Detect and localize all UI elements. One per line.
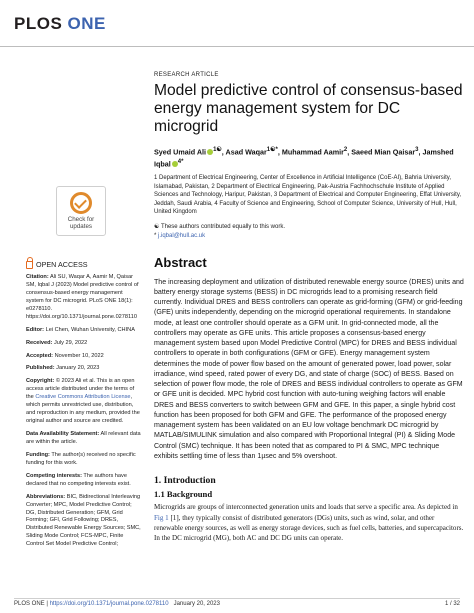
author-4-sup: 3 (415, 146, 419, 153)
citation-text: Ali SU, Waqar A, Aamir M, Qaisar SM, Iqbal J (2023) Model predictive control of consensus-based energy management system for DC microgrid. PLoS ONE 18(1): e0278110. https://doi.org/10.1371/journal.pone.0278110 (26, 274, 139, 320)
corresponding-email-note (154, 232, 464, 241)
introduction-text (154, 502, 464, 544)
abstract-text: The increasing deployment and utilization of distributed renewable energy source (DRES) units and battery energy storage systems (BESS) in DC microgrids lead to a promising research field currently. Individual DRES and BESS controllers can operate as grid-forming (GFM) or grid-feeding (GFE) units independently, depending on the microgrid operational requirements. In standalone mode, at least one controller should operate as a GFM unit. In grid-connected mode, all the controllers may operate as GFE units. This article proposes a consensus-based energy management system based upon Model Predictive Control (MPC) for DRES and BESS individual controllers to operate in both configurations (GFM or GFE). Energy management system determines the mode of power flow based on the amount of generated power, load power, solar irradiance, wind speed, rated power of every DG, and state of charge (SOC) of BESS. Based on selection of power flow mode, the role of DRES and BESS individual controllers to operate as GFM or GFE unit is decided. MPC hybrid cost function with auto-tuning weighing factors will enable DRES and BESS converters to switch between GFM and GFE. In this paper, a single hybrid cost function has been proposed for both GFM and GFE. The performance of the proposed energy management system has been validated on an EU low voltage benchmark DC microgrid by MATLAB/SIMULINK simulation and also compared with Proportional Integral (PI) & Sliding Mode Control (SMC) technique. It has been noted that as compared to PI & SMC, MPC technique exhibits settling time of less than 1µsec and 5% overshoot. (154, 278, 464, 460)
email-prefix: * (154, 232, 159, 239)
footer-journal: PLOS ONE (14, 601, 45, 607)
competing-interests-text: The authors have declared that no competing interests exist. (26, 472, 131, 487)
intro-text-end: [1], they typically consist of distributed generators (DGs) units, such as wind, solar, and other renewable energy sources, as well as energy storage devices, such as fuel cells, batteries, and supercapacitors. In the DC microgrid (MG), both AC and DC DG units can operate. (154, 513, 464, 543)
copyright-text: © 2023 Ali et al. This is an open access article distributed under the terms of the (26, 378, 135, 401)
editor-text: Lei Chen, Wuhan University, CHINA (45, 326, 135, 333)
background-heading: 1.1 Background (154, 489, 213, 500)
abbreviations-label: Abbreviations: (26, 493, 66, 500)
funding-block (26, 452, 141, 468)
copyright-label: Copyright: (26, 378, 55, 385)
logo-plos-text: PLOS (14, 14, 63, 33)
abbreviations-text: BIC, Bidirectional Interleaving Converter; MPC, Model Predictive Control; DG, Distributed Generation; GFM, Grid Forming; GFI, Grid Following; DRES, Distributed Renewable Energy Sources; SMC, Sliding Mode Control; FCS-MPC, Finite Control Set Model Predictive Control; (26, 493, 141, 548)
check-updates-icon (70, 192, 92, 214)
affiliations: 1 Department of Electrical Engineering, Center of Excellence in Artificial Intelligence (CoE-AI), Bahria University, Islamabad, Pakistan, 2 Department of Electrical Engineering, Pak-Austria Fachhochschule Institute of Applied Sciences and Technology, Haripur, Pakistan, 3 Department of Electrical and Computer Engineering, Effat University, Jeddah, Saudi Arabia, 4 Faculty of Science and Engineering, School of Computer Science, University of Hull, Hull, United Kingdom (154, 175, 462, 216)
data-availability-text: All relevant data are within the article. (26, 431, 141, 445)
funding-label: Funding: (26, 451, 50, 458)
check-for-updates-badge[interactable] (56, 186, 106, 236)
author-list (154, 146, 464, 170)
license-link[interactable]: Creative Commons Attribution License (35, 394, 131, 401)
author-2-sup: 1☯* (266, 146, 278, 153)
author-4[interactable]: , Saeed Mian Qaisar (347, 147, 416, 157)
page-number: 1 / 32 (444, 601, 460, 607)
received-date: July 29, 2022 (54, 339, 88, 346)
funding-text: The author(s) received no specific funding for this work. (26, 451, 136, 466)
journal-logo[interactable] (14, 14, 106, 34)
footer-doi-link[interactable]: https://doi.org/10.1371/journal.pone.0278110 (49, 601, 169, 607)
editor-block (26, 327, 141, 335)
data-availability-label: Data Availability Statement: (26, 431, 100, 437)
author-5[interactable]: , Jamshed Iqbal (154, 147, 454, 169)
logo-one-text: ONE (67, 14, 106, 33)
abstract-heading: Abstract (154, 254, 207, 270)
published-label: Published: (26, 365, 55, 372)
competing-interests-label: Competing interests: (26, 472, 82, 479)
received-label: Received: (26, 339, 53, 346)
intro-text-start: Microgrids are groups of interconnected generation units and loads that serve a specific area. As depicted in (154, 503, 458, 512)
author-1[interactable]: Syed Umaid Ali (154, 147, 207, 157)
open-access-label (26, 260, 141, 269)
editor-label: Editor: (26, 326, 45, 333)
data-availability-block (26, 431, 141, 447)
copyright-block (26, 378, 141, 426)
published-block (26, 365, 141, 373)
author-2[interactable]: , Asad Waqar (221, 147, 267, 157)
author-notes (154, 223, 464, 241)
citation-label: Citation: (26, 274, 49, 280)
check-updates-label: Check for updates (67, 215, 95, 230)
open-lock-icon (26, 261, 33, 269)
received-block (26, 340, 141, 348)
accepted-date: November 10, 2022 (54, 352, 104, 359)
introduction-heading: 1. Introduction (154, 475, 216, 487)
copyright-text-end: , which permits unrestricted use, distribution, and reproduction in any medium, provided the original author and source are credited. (26, 394, 140, 425)
author-5-sup: 4* (177, 158, 184, 165)
article-type: RESEARCH ARTICLE (154, 72, 219, 78)
published-date: January 20, 2023 (56, 365, 100, 372)
article-title: Model predictive control of consensus-based energy management system for DC microgrid (154, 82, 463, 136)
accepted-block (26, 353, 141, 361)
author-3[interactable]: , Muhammad Aamir (277, 147, 344, 157)
page-footer: PLOS ONE | https://doi.org/10.1371/journal.pone.0278110 January 20, 2023 1 / 32 (14, 601, 460, 607)
competing-interests-block (26, 473, 141, 489)
author-3-sup: 2 (343, 146, 348, 153)
header-divider (0, 46, 474, 47)
article-main (154, 72, 464, 544)
equal-contribution-note: ☯ These authors contributed equally to this work. (154, 223, 286, 230)
accepted-label: Accepted: (26, 352, 54, 359)
article-sidebar (26, 186, 141, 549)
citation-block (26, 274, 141, 322)
open-access-text: OPEN ACCESS (36, 260, 88, 269)
footer-divider (14, 598, 460, 599)
author-1-sup: 1☯ (213, 146, 222, 153)
email-link[interactable]: j.iqbal@hull.ac.uk (158, 232, 206, 239)
footer-date: January 20, 2023 (173, 601, 220, 607)
abbreviations-block (26, 494, 141, 550)
figure-1-link[interactable]: Fig 1 (154, 513, 169, 522)
